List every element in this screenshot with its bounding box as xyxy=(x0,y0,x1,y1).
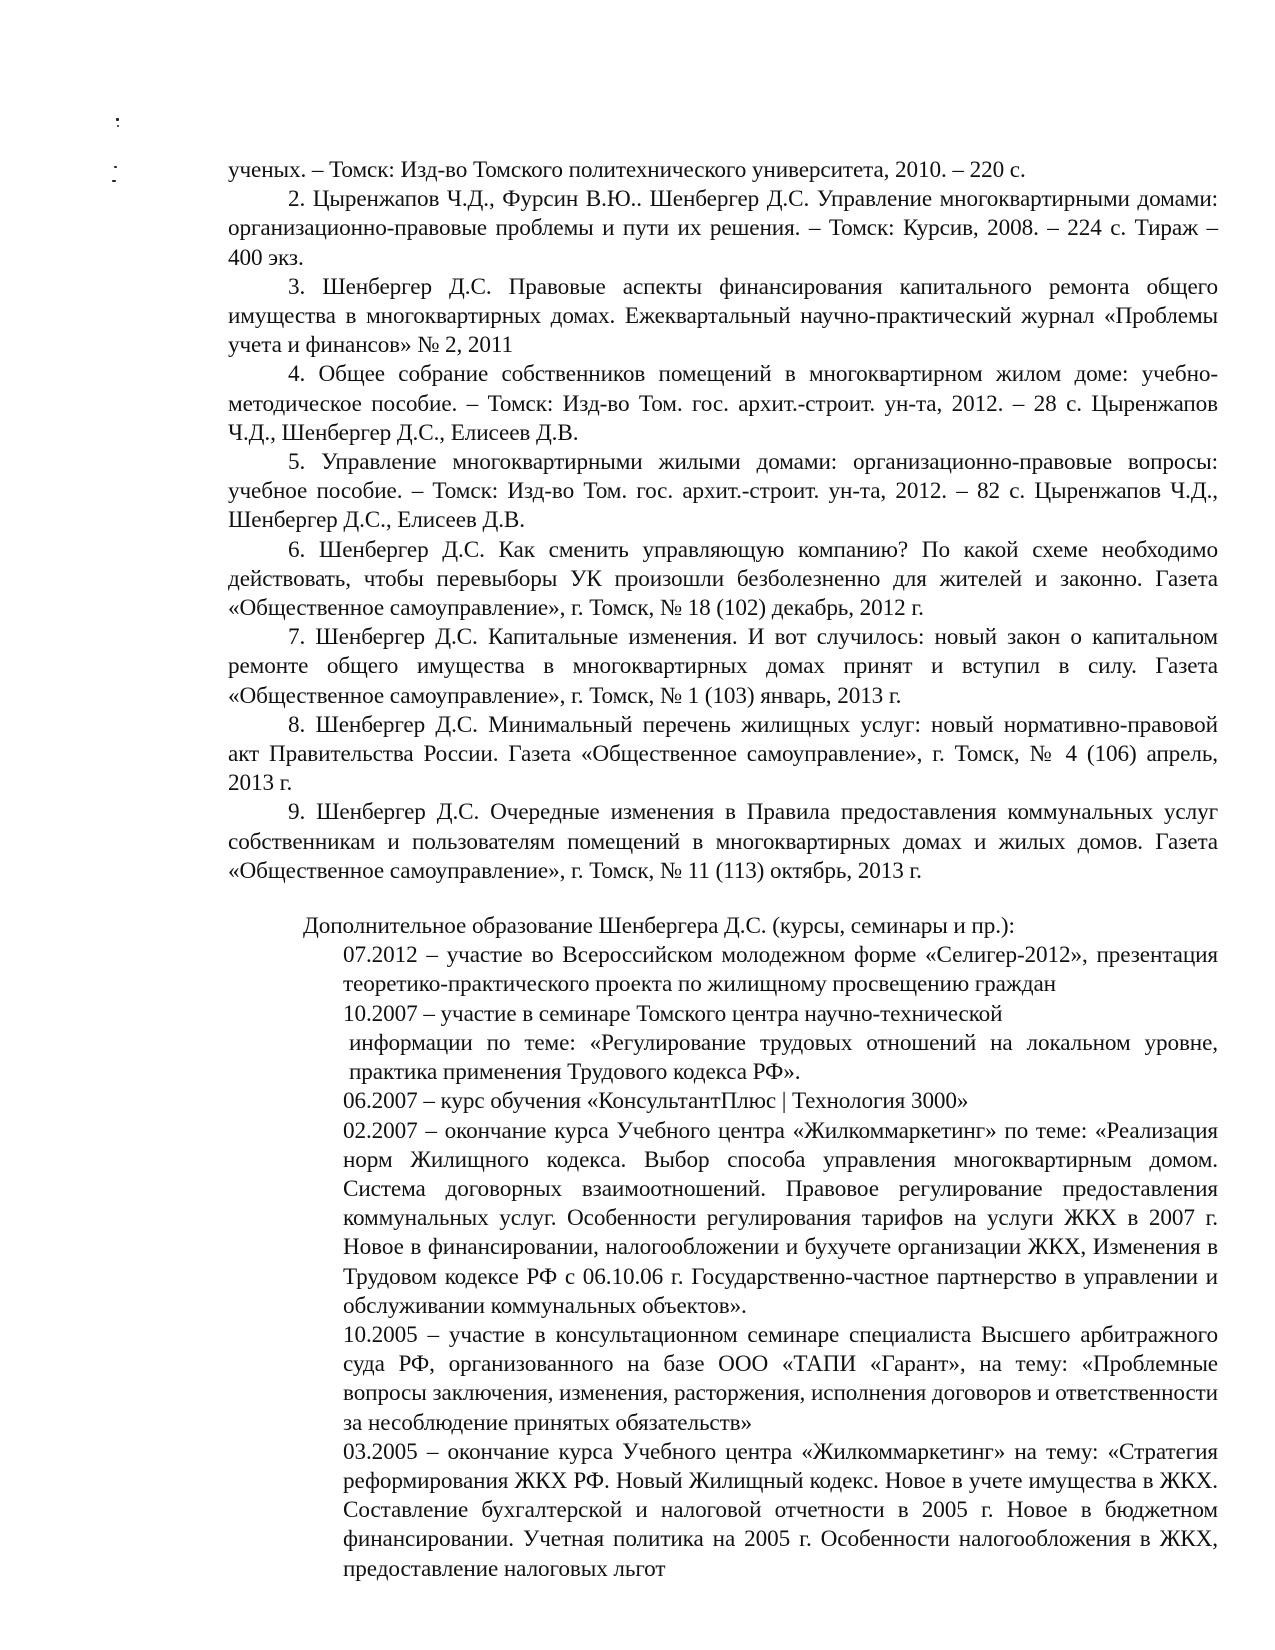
education-item xyxy=(343,1438,1218,1584)
publication-item: 9. Шенбергер Д.С. Очередные изменения в Правила предоставления коммунальных услуг собственникам и пользователям помещений в многоквартирных домах и жилых домов. Газета «Общественное самоуправление», г. Томск, № 11 (113) октябрь, 2013 г. xyxy=(228,799,1218,884)
scan-specks xyxy=(112,118,124,198)
publication-item: 5. Управление многоквартирными жилыми домами: организационно-правовые вопросы: учебное пособие. – Томск: Изд-во Том. гос. архит.-строит. ун-та, 2012. – 82 с. Цыренжапов Ч.Д., Шенбергер Д.С., Елисеев Д.В. xyxy=(228,449,1218,534)
education-section xyxy=(228,912,1218,1584)
document-page xyxy=(228,156,1218,1584)
education-list xyxy=(228,941,1218,1583)
publication-item: 2. Цыренжапов Ч.Д., Фурсин В.Ю.. Шенбергер Д.С. Управление многоквартирными домами: организационно-правовые проблемы и пути их решения. – Томск: Курсив, 2008. – 224 с. Тираж – 400 экз. xyxy=(228,186,1218,271)
publication-item: 7. Шенбергер Д.С. Капитальные изменения. И вот случилось: новый закон о капитальном ремонте общего имущества в многоквартирных домах принят и вступил в силу. Газета «Общественное самоуправление», г. Томск, № 1 (103) январь, 2013 г. xyxy=(228,624,1218,709)
education-item xyxy=(343,1000,1218,1088)
education-item-body: 07.2012 – участие во Всероссийском молодежном форме «Селигер-2012», презентация теоретико-практического проекта по жилищному просвещению граждан xyxy=(343,942,1218,998)
publication-item: 6. Шенбергер Д.С. Как сменить управляющую компанию? По какой схеме необходимо действовать, чтобы перевыборы УК произошли безболезненно для жителей и законно. Газета «Общественное самоуправление», г. Томск, № 18 (102) декабрь, 2012 г. xyxy=(228,536,1218,622)
publication-item: 3. Шенбергер Д.С. Правовые аспекты финансирования капитального ремонта общего имущества в многоквартирных домах. Ежеквартальный научно-практический журнал «Проблемы учета и финансов» № 2, 2011 xyxy=(228,273,1218,359)
education-item xyxy=(343,941,1218,999)
education-item-body: 10.2005 – участие в консультационном семинаре специалиста Высшего арбитражного суда РФ, организованного на базе ООО «ТАПИ «Гарант», на тему: «Проблемные вопросы заключения, изменения, расторжения, исполнения договоров и ответственности за несоблюдение принятых обязательств» xyxy=(343,1321,1218,1436)
education-item-body: 02.2007 – окончание курса Учебного центра «Жилкоммаркетинг» по теме: «Реализация норм Жилищного кодекса. Выбор способа управления многоквартирным домом. Система договорных взаимоотношений. Правовое регулирование предоставления коммунальных услуг. Особенности регулирования тарифов на услуги ЖКХ в 2007 г. Новое в финансировании, налогообложении и бухучете организации ЖКХ, Изменения в Трудовом кодексе РФ с 06.10.06 г. Государственно-частное партнерство в управлении и обслуживании коммунальных объектов». xyxy=(343,1117,1218,1319)
education-item xyxy=(343,1321,1218,1438)
education-item-lead: 06.2007 – курс обучения «КонсультантПлюс | Технология 3000» xyxy=(343,1088,969,1115)
education-item-lead: 10.2007 – участие в семинаре Томского центра научно-технической xyxy=(343,1000,1003,1027)
publication-item: 8. Шенбергер Д.С. Минимальный перечень жилищных услуг: новый нормативно-правовой акт Правительства России. Газета «Общественное самоуправление», г. Томск, № 4 (106) апрель, 2013 г. xyxy=(228,711,1218,797)
education-item-body: 03.2005 – окончание курса Учебного центра «Жилкоммаркетинг» на тему: «Стратегия реформирования ЖКХ РФ. Новый Жилищный кодекс. Новое в учете имущества в ЖКХ. Составление бухгалтерской и налоговой отчетности в 2005 г. Новое в бюджетном финансировании. Учетная политика на 2005 г. Особенности налогообложения в ЖКХ, предоставление налоговых льгот xyxy=(343,1438,1218,1582)
publication-continuation: ученых. – Томск: Изд-во Томского политехнического университета, 2010. – 220 с. xyxy=(228,157,1026,183)
education-item-body: информации по теме: «Регулирование трудовых отношений на локальном уровне, практика применения Трудового кодекса РФ». xyxy=(349,1029,1218,1086)
education-item xyxy=(343,1087,1218,1116)
education-item xyxy=(343,1117,1218,1321)
education-heading: Дополнительное образование Шенбергера Д.С. (курсы, семинары и пр.): xyxy=(303,913,1015,940)
publication-item: 4. Общее собрание собственников помещений в многоквартирном жилом доме: учебно-методическое пособие. – Томск: Изд-во Том. гос. архит.-строит. ун-та, 2012. – 28 с. Цыренжапов Ч.Д., Шенбергер Д.С., Елисеев Д.В. xyxy=(228,361,1218,446)
